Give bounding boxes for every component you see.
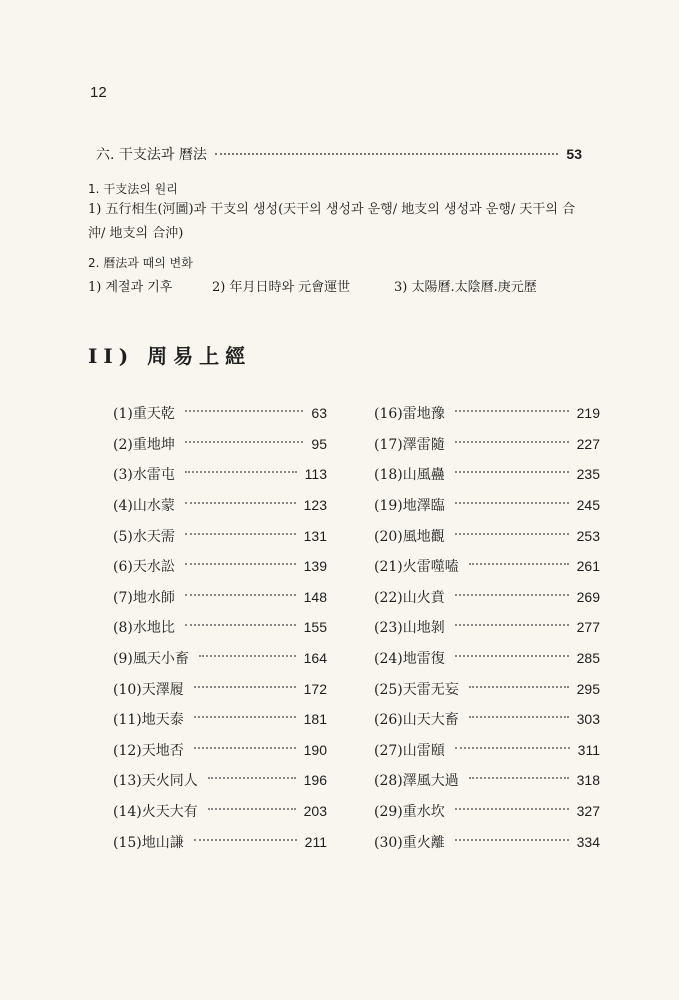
toc-entry-label: (23)山地剝 — [374, 620, 445, 637]
leader-dots — [469, 686, 569, 688]
toc-entry-page: 211 — [304, 833, 327, 850]
subsection-line: 1) 계절과 기후 — [88, 280, 173, 295]
toc-entry-label: (29)重水坎 — [374, 804, 445, 821]
leader-dots — [455, 808, 569, 810]
toc-entry-label: (13)天火同人 — [113, 773, 198, 790]
toc-entry — [374, 551, 600, 582]
toc-entry-page: 261 — [576, 558, 600, 575]
toc-entry — [113, 520, 327, 551]
leader-dots — [199, 655, 296, 657]
leader-dots — [455, 471, 569, 473]
leader-dots — [185, 594, 296, 596]
toc-entry — [113, 765, 327, 796]
toc-entry-page: 269 — [576, 588, 600, 605]
leader-dots — [208, 777, 296, 779]
leader-dots — [185, 410, 304, 412]
toc-entry — [113, 582, 327, 613]
toc-entry — [113, 551, 327, 582]
leader-dots — [455, 747, 570, 749]
toc-entry-page: 295 — [576, 680, 600, 697]
toc-entry-label: (11)地天泰 — [113, 712, 184, 729]
toc-entry-label: (28)澤風大過 — [374, 773, 459, 790]
toc-entry — [113, 673, 327, 704]
toc-entry — [374, 673, 600, 704]
leader-dots — [185, 471, 297, 473]
page-number: 12 — [90, 84, 107, 101]
leader-dots — [185, 441, 304, 443]
toc-entry-label: (9)風天小畜 — [113, 651, 189, 668]
section-title: 六. 干支法과 曆法 — [96, 147, 207, 163]
leader-dots — [455, 839, 569, 841]
toc-entry — [374, 520, 600, 551]
toc-entry-page: 245 — [576, 497, 600, 514]
toc-entry — [374, 704, 600, 735]
toc-entry-label: (26)山天大畜 — [374, 712, 459, 729]
leader-dots — [185, 563, 296, 565]
toc-entry-page: 148 — [303, 588, 327, 605]
leader-dots — [455, 410, 569, 412]
toc-entry-label: (14)火天大有 — [113, 804, 198, 821]
toc-entry-label: (15)地山謙 — [113, 834, 184, 851]
toc-entry-page: 113 — [304, 466, 327, 483]
toc-entry — [374, 735, 600, 766]
leader-dots — [455, 533, 569, 535]
toc-entry — [113, 735, 327, 766]
subsection-line: 沖/ 地支의 合沖) — [88, 226, 184, 241]
toc-entry-label: (5)水天需 — [113, 528, 175, 545]
toc-entry-label: (21)火雷噬嗑 — [374, 559, 459, 576]
toc-entry-page: 131 — [303, 527, 327, 544]
toc-entry-label: (17)澤雷隨 — [374, 436, 445, 453]
subsection-line: 2) 年月日時와 元會運世 — [212, 280, 351, 295]
toc-entry — [374, 490, 600, 521]
toc-entry-label: (20)風地觀 — [374, 528, 445, 545]
toc-entry-page: 196 — [303, 772, 327, 789]
toc-entry — [374, 796, 600, 827]
toc-entry — [374, 398, 600, 429]
toc-entry — [113, 704, 327, 735]
toc-entry — [113, 429, 327, 460]
toc-entry-page: 164 — [303, 650, 327, 667]
toc-entry-page: 181 — [303, 711, 327, 728]
toc-entry — [374, 765, 600, 796]
toc-entry — [113, 398, 327, 429]
part-title: II) 周易上經 — [88, 344, 252, 368]
toc-entry — [374, 459, 600, 490]
toc-entry — [113, 643, 327, 674]
toc-entry — [374, 826, 600, 857]
toc-entry — [113, 459, 327, 490]
toc-entry — [113, 796, 327, 827]
toc-entry-page: 155 — [303, 619, 327, 636]
leader-dots — [455, 502, 569, 504]
section-heading — [96, 144, 582, 164]
toc-entry-page: 63 — [311, 405, 327, 422]
toc-entry-label: (3)水雷屯 — [113, 467, 175, 484]
toc-entry-label: (4)山水蒙 — [113, 498, 175, 515]
toc-entry-page: 311 — [577, 741, 600, 758]
subsection-line: 3) 太陽曆.太陰曆.庚元歷 — [394, 280, 537, 295]
toc-entry-label: (16)雷地豫 — [374, 406, 445, 423]
toc-entry — [113, 490, 327, 521]
toc-entry — [374, 582, 600, 613]
leader-dots — [194, 716, 296, 718]
subsection-heading-1: 1. 干支法의 원리 — [88, 182, 178, 196]
toc-entry-page: 139 — [303, 558, 327, 575]
toc-entry-label: (27)山雷頤 — [374, 742, 445, 759]
toc-entry-label: (7)地水師 — [113, 589, 175, 606]
leader-dots — [469, 716, 569, 718]
toc-entry-label: (10)天澤履 — [113, 681, 184, 698]
toc-entry — [113, 612, 327, 643]
toc-entry-page: 95 — [311, 435, 327, 452]
toc-column-right — [374, 398, 600, 857]
subsection-heading-2: 2. 曆法과 때의 변화 — [88, 256, 193, 270]
toc-entry-label: (19)地澤臨 — [374, 498, 445, 515]
toc-entry-page: 190 — [303, 741, 327, 758]
toc-entry-label: (25)天雷无妄 — [374, 681, 459, 698]
leader-dots — [185, 624, 296, 626]
leader-dots — [455, 655, 569, 657]
leader-dots — [208, 808, 296, 810]
leader-dots — [185, 533, 296, 535]
toc-entry-page: 334 — [576, 833, 600, 850]
leader-dots — [194, 747, 296, 749]
subsection-line: 1) 五行相生(河圖)과 干支의 생성(天干의 생성과 운행/ 地支의 생성과 운행/ 天干의 合 — [88, 202, 576, 217]
toc-entry — [374, 643, 600, 674]
toc-entry-label: (1)重天乾 — [113, 406, 175, 423]
leader-dots — [185, 502, 296, 504]
leader-dots — [194, 686, 296, 688]
toc-entry-page: 123 — [303, 497, 327, 514]
leader-dots — [194, 839, 297, 841]
toc-entry-page: 303 — [576, 711, 600, 728]
toc-entry-page: 318 — [576, 772, 600, 789]
toc-entry-label: (24)地雷復 — [374, 651, 445, 668]
toc-entry — [113, 826, 327, 857]
toc-entry-label: (2)重地坤 — [113, 436, 175, 453]
toc-entry-label: (22)山火賁 — [374, 589, 445, 606]
toc-entry-page: 227 — [576, 435, 600, 452]
toc-entry-page: 285 — [576, 650, 600, 667]
toc-entry-page: 253 — [576, 527, 600, 544]
leader-dots — [455, 441, 569, 443]
toc-entry-page: 327 — [576, 803, 600, 820]
leader-dots — [215, 153, 559, 155]
toc-column-left — [113, 398, 327, 857]
toc-entry-page: 172 — [303, 680, 327, 697]
toc-entry — [374, 429, 600, 460]
toc-entry-page: 203 — [303, 803, 327, 820]
toc-entry-page: 219 — [576, 405, 600, 422]
toc-entry-label: (18)山風蠱 — [374, 467, 445, 484]
toc-entry — [374, 612, 600, 643]
leader-dots — [455, 594, 569, 596]
toc-entry-page: 235 — [576, 466, 600, 483]
section-page: 53 — [566, 146, 582, 162]
toc-entry-label: (30)重火離 — [374, 834, 445, 851]
leader-dots — [469, 563, 569, 565]
toc-entry-label: (12)天地否 — [113, 742, 184, 759]
toc-entry-label: (6)天水訟 — [113, 559, 175, 576]
leader-dots — [455, 624, 569, 626]
toc-entry-page: 277 — [576, 619, 600, 636]
leader-dots — [469, 777, 569, 779]
toc-entry-label: (8)水地比 — [113, 620, 175, 637]
